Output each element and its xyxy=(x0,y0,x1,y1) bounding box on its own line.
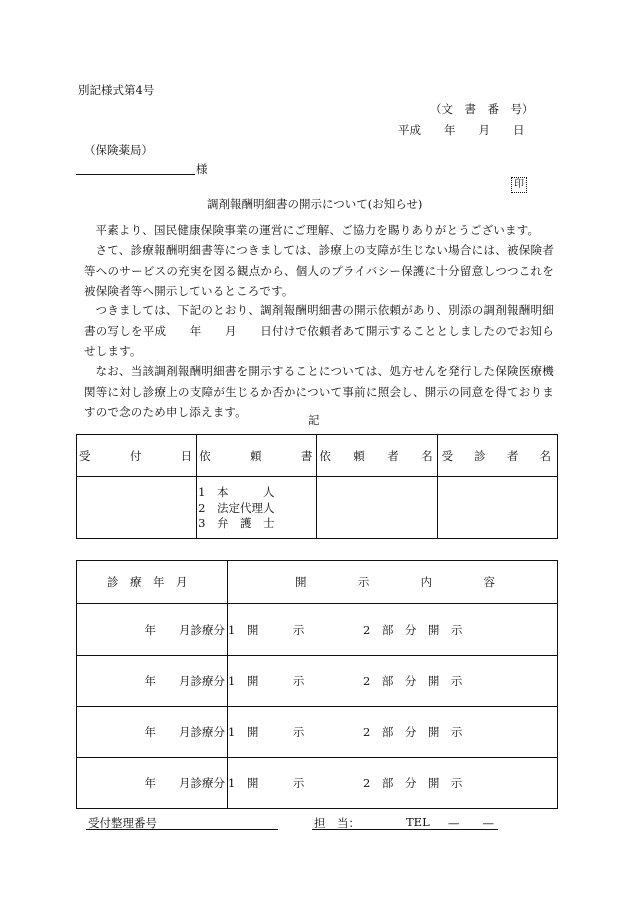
header-request-document: 依 頼 書 xyxy=(197,435,317,477)
header-patient-name: 受 診 者 名 xyxy=(437,435,557,477)
requester-option-lawyer: 3 弁 護 士 xyxy=(198,516,275,530)
table-row xyxy=(77,758,558,809)
ki-marker: 記 xyxy=(308,413,320,427)
request-table xyxy=(76,434,558,539)
table-row xyxy=(77,656,558,707)
person-in-charge-label: 担 当： xyxy=(314,816,360,830)
table-row xyxy=(77,707,558,758)
patient-name-cell[interactable] xyxy=(437,477,557,539)
paragraph-4: なお、当該調剤報酬明細書を開示することについては、処方せんを発行した保険医療機関等に対し診療上の支障が生じるか否かについて事前に照会し、開示の同意を得ておりますので念のため申し添えます。 xyxy=(84,364,554,419)
disclosure-table xyxy=(76,560,558,809)
reception-number-line xyxy=(86,829,278,830)
tel-label: TEL xyxy=(406,815,430,829)
paragraph-3: つきましては、下記のとおり、調剤報酬明細書の開示依頼があり、別添の調剤報酬明細書の写しを平成 年 月 日付けで依頼者あて開示することとしましたのでお知らせします。 xyxy=(84,303,554,358)
contact-line xyxy=(312,829,498,830)
treatment-month-cell: 年 月診療分 xyxy=(77,758,228,809)
document-number: （文 書 番 号） xyxy=(430,102,534,116)
disclosure-option-cell: 1 開 示 2 部 分 開 示 xyxy=(228,707,558,758)
treatment-month-cell: 年 月診療分 xyxy=(77,604,228,656)
header-requester-name: 依 頼 者 名 xyxy=(317,435,437,477)
seal-stamp: 印 xyxy=(511,177,527,193)
header-treatment-month: 診 療 年 月 xyxy=(77,561,228,604)
reception-number-label: 受付整理番号 xyxy=(88,816,157,830)
form-number: 別記様式第4号 xyxy=(78,83,155,97)
issue-date: 平成 年 月 日 xyxy=(398,123,525,137)
paragraph-2: さて、診療報酬明細書等につきましては、診療上の支障が生じない場合には、被保険者等へのサービスの充実を図る観点から、個人のプライバシー保護に十分留意しつつこれを被保険者等へ開示しているところです。 xyxy=(84,243,554,298)
requester-name-cell[interactable] xyxy=(317,477,437,539)
disclosure-option-cell: 1 開 示 2 部 分 開 示 xyxy=(228,604,558,656)
table-row xyxy=(77,604,558,656)
paragraph-1: 平素より、国民健康保険事業の運営にご理解、ご協力を賜りありがとうございます。 xyxy=(95,223,540,237)
treatment-month-cell: 年 月診療分 xyxy=(77,656,228,707)
requester-type-cell xyxy=(197,477,317,539)
requester-option-legal-agent: 2 法定代理人 xyxy=(198,500,275,515)
reception-date-cell[interactable] xyxy=(77,477,197,539)
header-disclosure-content: 開 示 内 容 xyxy=(228,561,558,604)
recipient-honorific: 様 xyxy=(196,162,208,176)
treatment-month-cell: 年 月診療分 xyxy=(77,707,228,758)
document-title: 調剤報酬明細書の開示について(お知らせ) xyxy=(207,197,423,211)
requester-option-self: 1 本 人 xyxy=(198,485,275,499)
recipient-name-line xyxy=(76,174,195,175)
disclosure-option-cell: 1 開 示 2 部 分 開 示 xyxy=(228,758,558,809)
header-reception-date: 受 付 日 xyxy=(77,435,197,477)
tel-dashes: — — xyxy=(448,816,494,830)
disclosure-option-cell: 1 開 示 2 部 分 開 示 xyxy=(228,656,558,707)
recipient-organization: （保険薬局） xyxy=(84,143,153,157)
